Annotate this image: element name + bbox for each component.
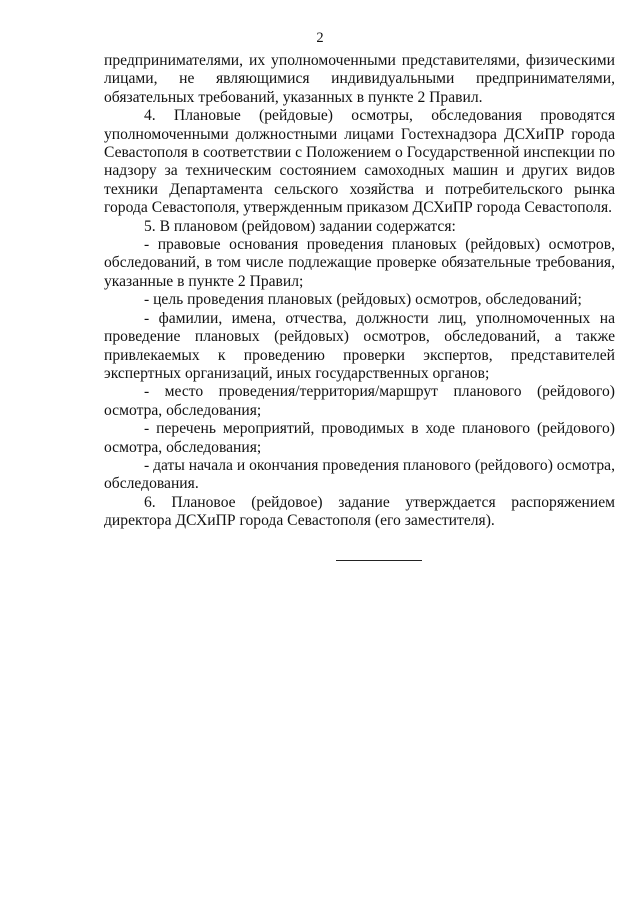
paragraph-item-4: 4. Плановые (рейдовые) осмотры, обследования проводятся уполномоченными должностными лицами Гостехнадзора ДСХиПР города Севастополя в соответствии с Положением о Государственной инспекции по надзору за техническим состоянием самоходных машин и других видов техники Департамента сельского хозяйства и потребительского рынка города Севастополя, утвержденным приказом ДСХиПР города Севастополя. (104, 107, 615, 217)
list-item-legal-basis: - правовые основания проведения плановых (рейдовых) осмотров, обследований, в том числе подлежащие проверке обязательные требования, указанные в пункте 2 Правил; (104, 236, 615, 290)
paragraph-item-6: 6. Плановое (рейдовое) задание утверждается распоряжением директора ДСХиПР города Севастополя (его заместителя). (104, 493, 615, 530)
paragraph-continuation: предпринимателями, их уполномоченными представителями, физическими лицами, не являющимися индивидуальными предпринимателями, обязательных требований, указанных в пункте 2 Правил. (104, 52, 615, 106)
list-item-dates: - даты начала и окончания проведения планового (рейдового) осмотра, обследования. (104, 456, 615, 493)
paragraph-item-5: 5. В плановом (рейдовом) задании содержатся: (144, 217, 456, 235)
list-item-activities: - перечень мероприятий, проводимых в ходе планового (рейдового) осмотра, обследования; (104, 420, 615, 456)
page-number: 2 (316, 30, 324, 46)
list-item-officials: - фамилии, имена, отчества, должности лиц, уполномоченных на проведение плановых (рейдовых) осмотров, обследований, а также привлекаемых к проведению проверки экспертов, представителей экспертных организаций, иных государственных органов; (104, 309, 615, 382)
list-item-purpose: - цель проведения плановых (рейдовых) осмотров, обследований; (144, 291, 582, 309)
end-of-document-line (336, 560, 422, 561)
list-item-location: - место проведения/территория/маршрут планового (рейдового) осмотра, обследования; (104, 383, 615, 419)
document-body (104, 52, 615, 531)
